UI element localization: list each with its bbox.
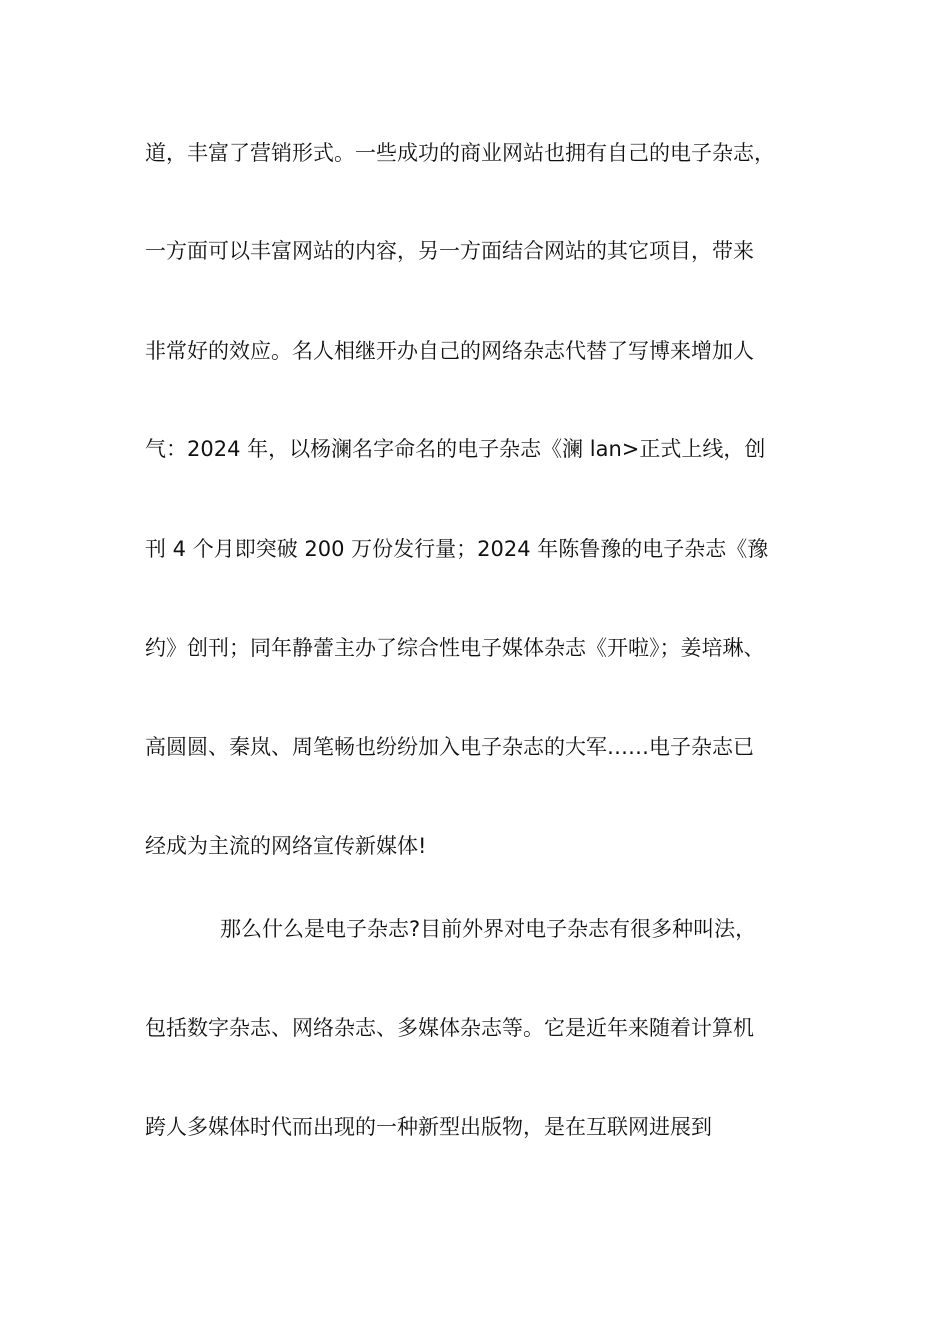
- body-text-line: 道，丰富了营销形式。一些成功的商业网站也拥有自己的电子杂志，: [145, 141, 775, 165]
- body-text-line: 跨人多媒体时代而出现的一种新型出版物，是在互联网进展到: [145, 1115, 712, 1139]
- body-text-line: 经成为主流的网络宣传新媒体!: [145, 834, 427, 858]
- body-text-line: 一方面可以丰富网站的内容，另一方面结合网站的其它项目，带来: [145, 239, 754, 263]
- paragraph-first-line: 那么什么是电子杂志?目前外界对电子杂志有很多种叫法，: [220, 917, 757, 941]
- body-text-line: 高圆圆、秦岚、周笔畅也纷纷加入电子杂志的大军……电子杂志已: [145, 735, 754, 759]
- body-text-line: 非常好的效应。名人相继开办自己的网络杂志代替了写博来增加人: [145, 339, 754, 363]
- body-text-line: 包括数字杂志、网络杂志、多媒体杂志等。它是近年来随着计算机: [145, 1016, 754, 1040]
- body-text-line: 刊 4 个月即突破 200 万份发行量；2024 年陈鲁豫的电子杂志《豫: [145, 537, 769, 561]
- body-text-line: 约》创刊；同年静蕾主办了综合性电子媒体杂志《开啦》；姜培琳、: [145, 636, 765, 660]
- body-text-line: 气：2024 年，以杨澜名字命名的电子杂志《澜 lan>正式上线，创: [145, 437, 766, 461]
